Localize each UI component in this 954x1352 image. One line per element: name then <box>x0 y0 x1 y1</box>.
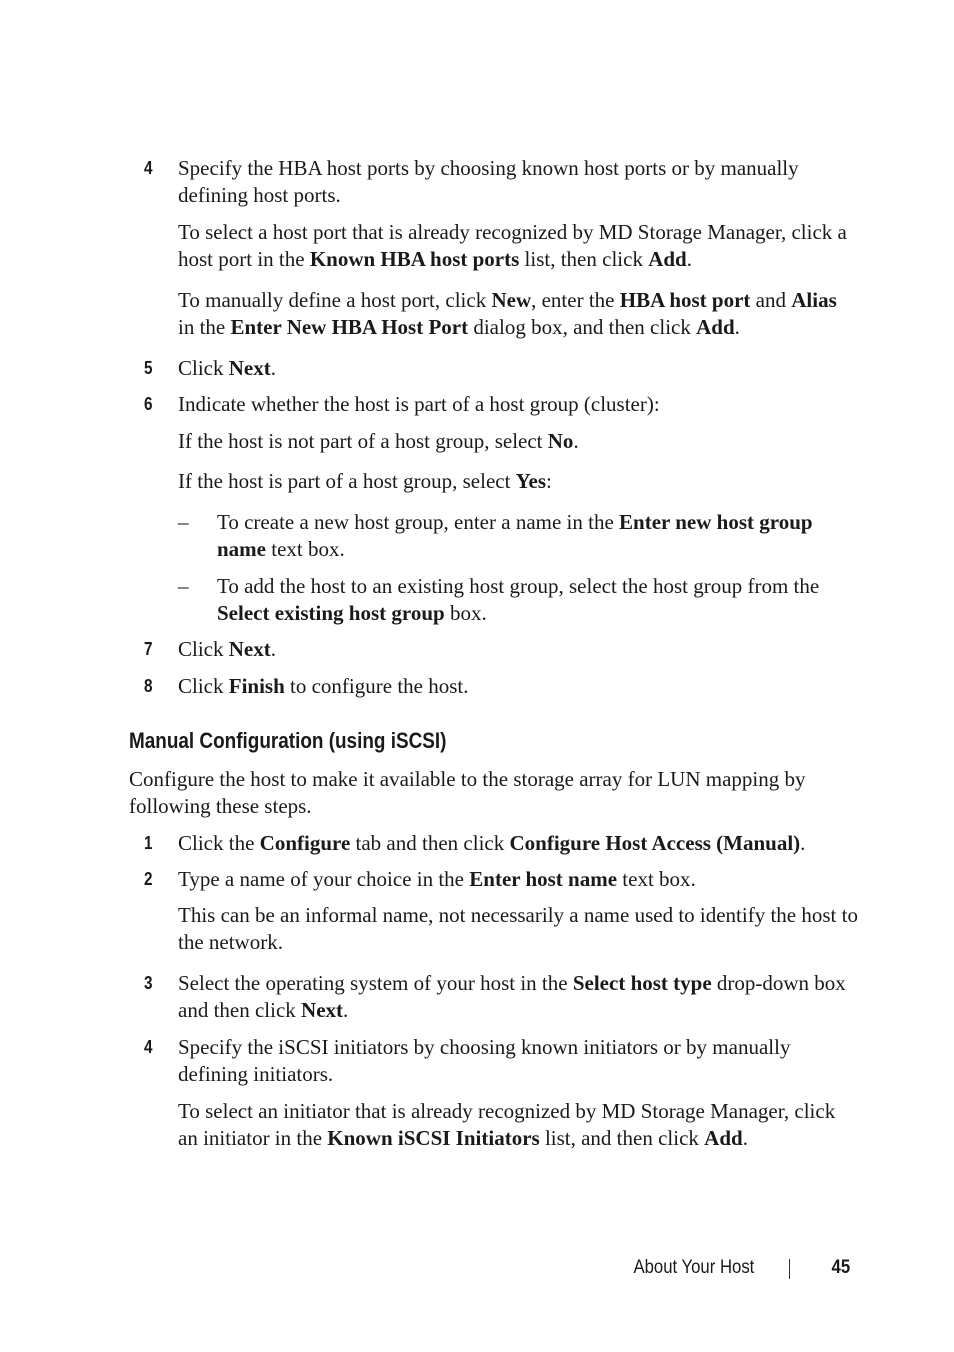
text-run: Type a name of your choice in the <box>178 867 470 891</box>
ui-term: Configure Host Access (Manual) <box>509 831 801 855</box>
text-run: list, and then click <box>539 1126 705 1150</box>
text-run: list, then click <box>519 247 649 271</box>
step-text: Specify the iSCSI initiators by choosing known initiators or by manually defining initiators. <box>178 1035 791 1086</box>
step-text <box>178 636 858 663</box>
text-run: Click <box>178 356 229 380</box>
text-run: box. <box>444 601 487 625</box>
step-text <box>178 830 858 857</box>
text-run: Click the <box>178 831 260 855</box>
ui-term: Configure <box>259 831 351 855</box>
step-paragraph: This can be an informal name, not necessarily a name used to identify the host to the network. <box>178 903 858 954</box>
ui-term: Alias <box>791 288 837 312</box>
section-heading: Manual Configuration (using iSCSI) <box>129 728 447 753</box>
bullet-item <box>217 573 857 627</box>
step-number: 5 <box>144 358 153 378</box>
ui-term: Known HBA host ports <box>309 247 520 271</box>
ui-term: No <box>547 429 574 453</box>
ui-term: HBA host port <box>619 288 751 312</box>
ui-term: Known iSCSI Initiators <box>327 1126 540 1150</box>
ui-term: Select host type <box>572 971 712 995</box>
step-paragraph <box>178 287 858 341</box>
bullet-dash: – <box>178 510 189 534</box>
text-run: . <box>270 637 276 661</box>
ui-term: Next <box>228 356 271 380</box>
text-run: text box. <box>266 537 345 561</box>
text-run: To select a host port that is already recognized by MD Storage Manager, click a host port in the <box>178 220 847 271</box>
text-run: To manually define a host port, click <box>178 288 492 312</box>
ui-term: Add <box>704 1126 743 1150</box>
text-run: , enter the <box>531 288 620 312</box>
step-paragraph <box>178 219 858 273</box>
step-number: 4 <box>144 1037 153 1057</box>
ui-term: Finish <box>228 674 285 698</box>
text-run: drop-down box and then click <box>178 971 846 1022</box>
step-text <box>178 673 858 700</box>
text-run: If the host is part of a host group, select <box>178 469 516 493</box>
step-paragraph <box>178 428 858 455</box>
text-run: and <box>750 288 792 312</box>
step-number: 3 <box>144 973 153 993</box>
ui-term: Select existing host group <box>217 601 445 625</box>
text-run: . <box>686 247 692 271</box>
ui-term: Yes <box>515 469 547 493</box>
text-run: If the host is not part of a host group, select <box>178 429 548 453</box>
ui-term: Next <box>301 998 344 1022</box>
step-text: Indicate whether the host is part of a host group (cluster): <box>178 392 660 416</box>
ui-term: Add <box>696 315 735 339</box>
step-text <box>178 970 858 1024</box>
step-number: 7 <box>144 639 153 659</box>
text-run: in the <box>178 315 231 339</box>
step-text: Specify the HBA host ports by choosing known host ports or by manually defining host ports. <box>178 156 799 207</box>
step-number: 8 <box>144 676 153 696</box>
step-text <box>178 866 858 893</box>
text-run: To select an initiator that is already recognized by MD Storage Manager, click an initiator in the <box>178 1099 836 1150</box>
ui-term: Enter new host group name <box>217 510 813 561</box>
text-run: . <box>742 1126 748 1150</box>
step-number: 2 <box>144 869 153 889</box>
intro-paragraph: Configure the host to make it available to the storage array for LUN mapping by following these steps. <box>129 767 806 818</box>
page-number: 45 <box>831 1257 850 1278</box>
text-run: Click <box>178 674 229 698</box>
text-run: . <box>800 831 806 855</box>
text-run: text box. <box>617 867 696 891</box>
ui-term: Enter New HBA Host Port <box>230 315 469 339</box>
text-run: : <box>546 469 552 493</box>
footer-separator <box>789 1259 790 1279</box>
text-run: tab and then click <box>350 831 510 855</box>
text-run: Select the operating system of your host in the <box>178 971 573 995</box>
text-run: To add the host to an existing host group, select the host group from the <box>217 574 820 598</box>
text-run: . <box>573 429 579 453</box>
step-number: 6 <box>144 394 153 414</box>
ui-term: Next <box>228 637 271 661</box>
text-run: Click <box>178 637 229 661</box>
step-paragraph <box>178 468 858 495</box>
text-run: . <box>734 315 740 339</box>
text-run: . <box>343 998 349 1022</box>
text-run: to configure the host. <box>284 674 469 698</box>
text-run: dialog box, and then click <box>468 315 697 339</box>
bullet-item <box>217 509 857 563</box>
step-number: 1 <box>144 833 153 853</box>
ui-term: New <box>491 288 532 312</box>
text-run: To create a new host group, enter a name in the <box>217 510 620 534</box>
ui-term: Enter host name <box>469 867 618 891</box>
step-number: 4 <box>144 158 153 178</box>
text-run: . <box>270 356 276 380</box>
step-paragraph <box>178 1098 858 1152</box>
ui-term: Add <box>648 247 687 271</box>
step-text <box>178 355 858 382</box>
bullet-dash: – <box>178 574 189 598</box>
footer-chapter-title: About Your Host <box>633 1257 754 1278</box>
